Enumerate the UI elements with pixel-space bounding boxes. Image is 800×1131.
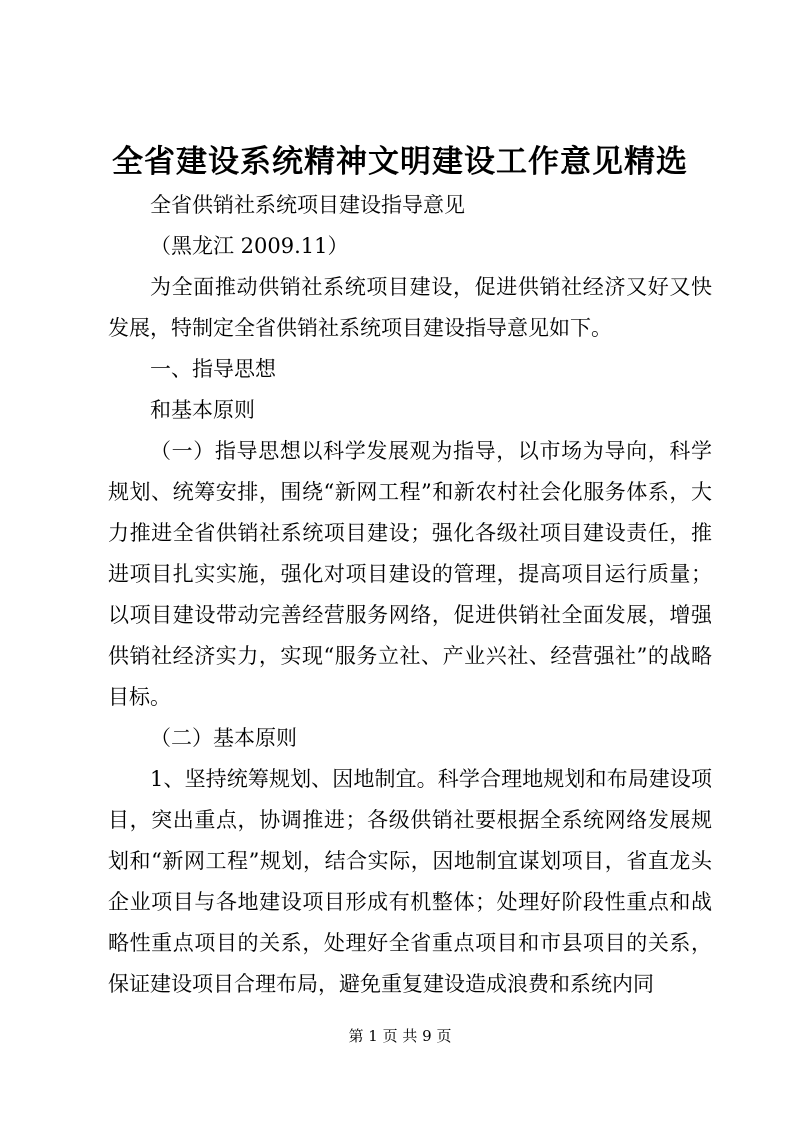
paragraph-guiding-ideology: （一）指导思想以科学发展观为指导，以市场为导向，科学规划、统筹安排，围绕“新网工程”和新农村社会化服务体系，大力推进全省供销社系统项目建设；强化各级社项目建设责任，推进项目扎实实施，强化对项目建设的管理，提高项目运行质量；以项目建设带动完善经营服务网络，促进供销社全面发展，增强供销社经济实力，实现“服务立社、产业兴社、经营强社”的战略目标。 bbox=[108, 439, 712, 709]
paragraph-section-heading: 一、指导思想 bbox=[150, 357, 276, 381]
document-body bbox=[108, 185, 712, 1005]
paragraph-region-date: （黑龙江 2009.11） bbox=[150, 234, 349, 258]
paragraph-section-heading-continued: 和基本原则 bbox=[150, 398, 255, 422]
paragraph-subtitle: 全省供销社系统项目建设指导意见 bbox=[150, 193, 465, 217]
page-footer: 第 1 页 共 9 页 bbox=[348, 1027, 452, 1045]
document-title: 全省建设系统精神文明建设工作意见精选 bbox=[112, 144, 688, 180]
paragraph-basic-principles-heading: （二）基本原则 bbox=[150, 726, 297, 750]
paragraph-principle-1: 1、坚持统筹规划、因地制宜。科学合理地规划和布局建设项目，突出重点，协调推进；各级供销社要根据全系统网络发展规划和“新网工程”规划，结合实际，因地制宜谋划项目，省直龙头企业项目与各地建设项目形成有机整体；处理好阶段性重点和战略性重点项目的关系，处理好全省重点项目和市县项目的关系，保证建设项目合理布局，避免重复建设造成浪费和系统内同 bbox=[108, 767, 712, 996]
paragraph-intro: 为全面推动供销社系统项目建设，促进供销社经济又好又快发展，特制定全省供销社系统项目建设指导意见如下。 bbox=[108, 275, 712, 340]
